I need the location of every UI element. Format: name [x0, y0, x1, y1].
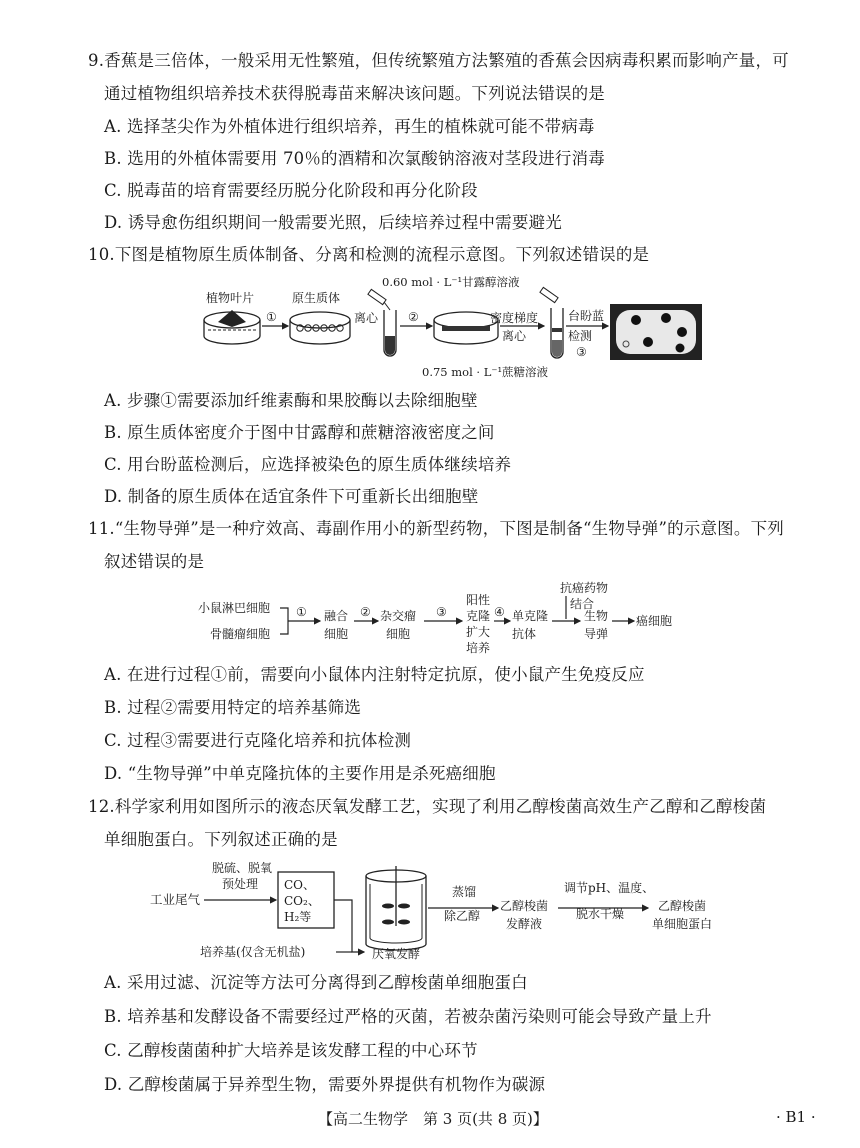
q9-stem-line1: 9.香蕉是三倍体，一般采用无性繁殖，但传统繁殖方法繁殖的香蕉会因病毒积累而影响产量，可: [88, 51, 789, 70]
label-s2: ②: [360, 605, 371, 619]
q9-option-a: A. 选择茎尖作为外植体进行组织培养，再生的植株就可能不带病毒: [104, 117, 595, 136]
label-drug1: 抗癌药物: [560, 581, 609, 595]
label-myeloma: 骨髓瘤细胞: [210, 627, 271, 641]
label-step1: ①: [266, 310, 277, 324]
label-product2: 单细胞蛋白: [652, 917, 713, 931]
label-pos1: 阳性: [466, 593, 491, 607]
label-broth2: 发酵液: [506, 917, 543, 931]
q10-option-b: B. 原生质体密度介于图中甘露醇和蔗糖溶液密度之间: [104, 423, 495, 442]
label-adjust2: 脱水干燥: [576, 907, 625, 921]
label-product1: 乙醇梭菌: [658, 899, 707, 913]
q12-stem-line2: 单细胞蛋白。下列叙述正确的是: [104, 830, 338, 849]
q11-stem-line2: 叙述错误的是: [104, 552, 205, 571]
q12-fermentation-diagram: [146, 852, 746, 964]
label-anaerobic: 厌氧发酵: [372, 947, 421, 961]
label-leaf: 植物叶片: [206, 291, 255, 305]
q9-stem-line2: 通过植物组织培养技术获得脱毒苗来解决该问题。下列说法错误的是: [104, 84, 605, 103]
label-gas1: CO、: [284, 878, 316, 892]
label-pre1: 脱硫、脱氧: [212, 861, 273, 875]
label-gradient2: 离心: [502, 329, 527, 343]
q12-stem-line1: 12.科学家利用如图所示的液态厌氧发酵工艺，实现了利用乙醇梭菌高效生产乙醇和乙醇梭菌: [88, 797, 767, 816]
label-centrifuge: 离心: [354, 311, 379, 325]
label-pos4: 培养: [466, 641, 491, 655]
gradient-tube-icon: [540, 287, 563, 358]
label-mouse-lymph: 小鼠淋巴细胞: [198, 601, 271, 615]
label-fused2: 细胞: [324, 627, 349, 641]
label-trypan1: 台盼蓝: [568, 309, 605, 323]
q9-option-d: D. 诱导愈伤组织期间一般需要光照，后续培养过程中需要避光: [104, 213, 562, 232]
q11-option-a: A. 在进行过程①前，需要向小鼠体内注射特定抗原，使小鼠产生免疫反应: [104, 665, 645, 684]
label-s3: ③: [436, 605, 447, 619]
label-fused1: 融合: [324, 609, 349, 623]
page-footer: 【高二生物学 第 3 页(共 8 页)】: [318, 1110, 548, 1128]
microscope-view-icon: [610, 304, 702, 360]
label-adjust1: 调节pH、温度、: [564, 881, 655, 895]
label-pre2: 预处理: [222, 877, 259, 891]
label-gas3: H₂等: [284, 910, 312, 924]
label-distill2: 除乙醇: [444, 909, 481, 923]
q11-stem-line1: 11.“生物导弹”是一种疗效高、毒副作用小的新型药物，下图是制备“生物导弹”的示意图。下列: [88, 519, 784, 538]
label-medium: 培养基(仅含无机盐): [200, 945, 306, 959]
label-protoplast: 原生质体: [292, 291, 341, 305]
q9-option-b: B. 选用的外植体需要用 70％的酒精和次氯酸钠溶液对茎段进行消毒: [104, 149, 605, 168]
label-bio1: 生物: [584, 609, 609, 623]
label-mab2: 抗体: [512, 627, 537, 641]
label-cancer: 癌细胞: [636, 614, 673, 628]
label-pos3: 扩大: [466, 625, 491, 639]
q11-biomissile-diagram: [194, 578, 694, 660]
label-pos2: 克隆: [466, 609, 491, 623]
label-trypan2: 检测: [568, 329, 593, 343]
q11-option-c: C. 过程③需要进行克隆化培养和抗体检测: [104, 731, 412, 750]
label-gradient1: 密度梯度: [490, 311, 539, 325]
q10-stem: 10.下图是植物原生质体制备、分离和检测的流程示意图。下列叙述错误的是: [88, 245, 650, 264]
q10-option-a: A. 步骤①需要添加纤维素酶和果胶酶以去除细胞壁: [104, 391, 478, 410]
q10-protoplast-diagram: [196, 270, 726, 385]
label-sucrose: 0.75 mol · L⁻¹蔗糖溶液: [422, 365, 549, 379]
test-tube-icon: [384, 310, 396, 356]
dropper-icon: [368, 289, 390, 310]
label-s1: ①: [296, 605, 307, 619]
q12-option-d: D. 乙醇梭菌属于异养型生物，需要外界提供有机物作为碳源: [104, 1075, 546, 1094]
label-gas2: CO₂、: [284, 894, 320, 908]
label-mannitol: 0.60 mol · L⁻¹甘露醇溶液: [382, 275, 520, 289]
q11-option-d: D. “生物导弹”中单克隆抗体的主要作用是杀死癌细胞: [104, 764, 496, 783]
label-hybrid1: 杂交瘤: [380, 609, 417, 623]
label-step3: ③: [576, 345, 587, 359]
q11-option-b: B. 过程②需要用特定的培养基筛选: [104, 698, 362, 717]
pellet-dish-icon: [434, 312, 498, 344]
label-drug2: 结合: [570, 597, 595, 611]
label-hybrid2: 细胞: [386, 627, 411, 641]
q9-option-c: C. 脱毒苗的培育需要经历脱分化阶段和再分化阶段: [104, 181, 478, 200]
leaf-dish-icon: [204, 310, 260, 344]
label-mab1: 单克隆: [512, 609, 549, 623]
q12-option-c: C. 乙醇梭菌菌种扩大培养是该发酵工程的中心环节: [104, 1041, 478, 1060]
protoplast-dish-icon: [290, 312, 350, 344]
fermenter-tank-icon: [366, 866, 426, 950]
q10-option-c: C. 用台盼蓝检测后，应选择被染色的原生质体继续培养: [104, 455, 512, 474]
label-exhaust: 工业尾气: [150, 892, 201, 907]
q12-option-b: B. 培养基和发酵设备不需要经过严格的灭菌，若被杂菌污染则可能会导致产量上升: [104, 1007, 712, 1026]
label-broth1: 乙醇梭菌: [500, 899, 549, 913]
q10-option-d: D. 制备的原生质体在适宜条件下可重新长出细胞壁: [104, 487, 479, 506]
page-code: · B1 ·: [776, 1108, 816, 1126]
label-bio2: 导弹: [584, 627, 609, 641]
q12-option-a: A. 采用过滤、沉淀等方法可分离得到乙醇梭菌单细胞蛋白: [104, 973, 528, 992]
label-s4: ④: [494, 605, 505, 619]
label-step2: ②: [408, 310, 419, 324]
label-distill1: 蒸馏: [452, 885, 477, 899]
